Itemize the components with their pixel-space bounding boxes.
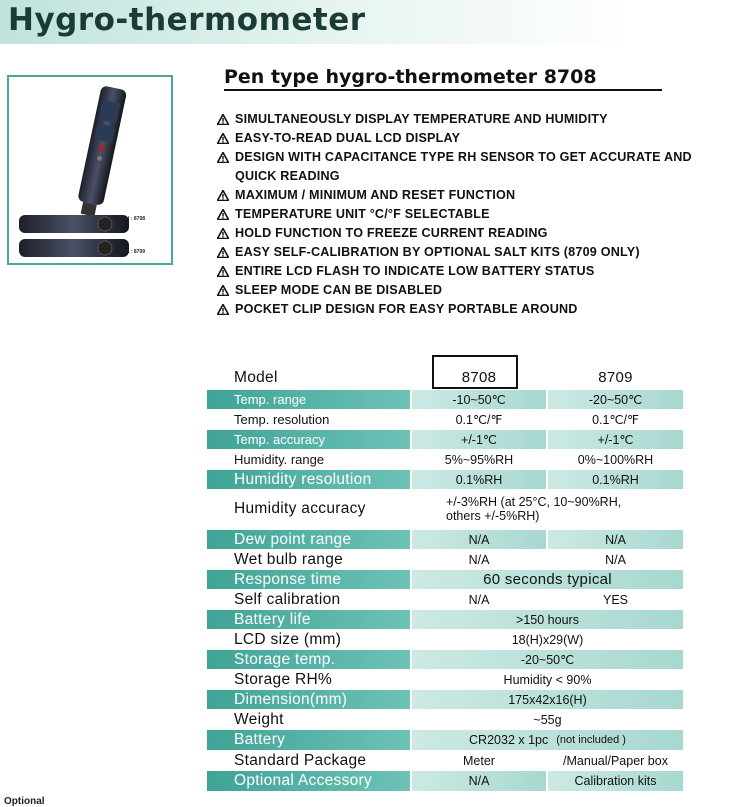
footer-fragment: Optional — [4, 796, 45, 807]
table-row: Battery life >150 hours — [207, 610, 683, 629]
table-row: Standard Package Meter /Manual/Paper box — [234, 751, 668, 769]
warning-triangle-icon — [217, 304, 229, 315]
table-row: Self calibration N/A YES — [234, 590, 628, 608]
warning-triangle-icon — [217, 152, 229, 163]
image-model-label-2: Model : 8709 — [115, 249, 146, 255]
highlight-box — [432, 355, 518, 389]
table-row: Battery CR2032 x 1pc (not included ) — [207, 730, 683, 750]
warning-triangle-icon — [217, 209, 229, 220]
title-underline — [224, 89, 662, 91]
table-row: Weight ~55g — [234, 710, 562, 728]
table-row: Humidity accuracy +/-3%RH (at 25°C, 10~90%RH, others +/-5%RH) — [234, 495, 622, 523]
warning-triangle-icon — [217, 114, 229, 125]
warning-triangle-icon — [217, 247, 229, 258]
table-row: Response time 60 seconds typical — [207, 570, 683, 589]
feature-item: MAXIMUM / MINIMUM AND RESET FUNCTION — [217, 186, 737, 205]
table-row: Humidity resolution 0.1%RH 0.1%RH — [207, 470, 683, 489]
feature-item: SLEEP MODE CAN BE DISABLED — [217, 281, 737, 300]
image-model-label-1: Model : 8708 — [115, 216, 146, 222]
feature-item: ENTIRE LCD FLASH TO INDICATE LOW BATTERY STATUS — [217, 262, 737, 281]
header-banner — [0, 0, 744, 44]
table-row: Wet bulb range N/A N/A — [234, 550, 626, 568]
warning-triangle-icon — [217, 190, 229, 201]
feature-item: EASY SELF-CALIBRATION BY OPTIONAL SALT KITS (8709 ONLY) — [217, 243, 737, 262]
table-row: Temp. resolution 0.1℃/℉ 0.1℃/℉ — [234, 412, 639, 427]
table-row: Storage RH% Humidity < 90% — [234, 670, 592, 688]
product-image — [9, 77, 171, 263]
table-row: Storage temp. -20~50℃ — [207, 650, 683, 669]
warning-triangle-icon — [217, 285, 229, 296]
warning-triangle-icon — [217, 133, 229, 144]
header-label: Model — [234, 368, 278, 386]
warning-triangle-icon — [217, 228, 229, 239]
feature-item: TEMPERATURE UNIT °C/°F SELECTABLE — [217, 205, 737, 224]
table-row: Dew point range N/A N/A — [207, 530, 683, 549]
feature-item: EASY-TO-READ DUAL LCD DISPLAY — [217, 129, 737, 148]
table-row: Temp. range -10~50℃ -20~50℃ — [207, 390, 683, 409]
feature-item: POCKET CLIP DESIGN FOR EASY PORTABLE AROUND — [217, 300, 737, 319]
feature-item: HOLD FUNCTION TO FREEZE CURRENT READING — [217, 224, 737, 243]
feature-list — [217, 110, 737, 319]
header-col-8709: 8709 — [598, 369, 633, 386]
product-photo — [7, 75, 173, 265]
table-row: LCD size (mm) 18(H)x29(W) — [234, 630, 584, 648]
feature-item: SIMULTANEOUSLY DISPLAY TEMPERATURE AND HUMIDITY — [217, 110, 737, 129]
table-header-row — [207, 368, 683, 387]
table-row: Dimension(mm) 175x42x16(H) — [207, 690, 683, 709]
table-row: Optional Accessory N/A Calibration kits — [207, 771, 683, 791]
header-col-8708: 8708 — [461, 369, 497, 386]
page-title: Hygro-thermometer — [8, 2, 366, 38]
warning-triangle-icon — [217, 266, 229, 277]
table-row: Temp. accuracy +/-1℃ +/-1℃ — [207, 430, 683, 449]
feature-item: DESIGN WITH CAPACITANCE TYPE RH SENSOR TO GET ACCURATE AND QUICK READING — [217, 148, 737, 186]
table-row: Humidity. range 5%~95%RH 0%~100%RH — [234, 452, 654, 467]
product-title: Pen type hygro-thermometer 8708 — [224, 66, 597, 88]
